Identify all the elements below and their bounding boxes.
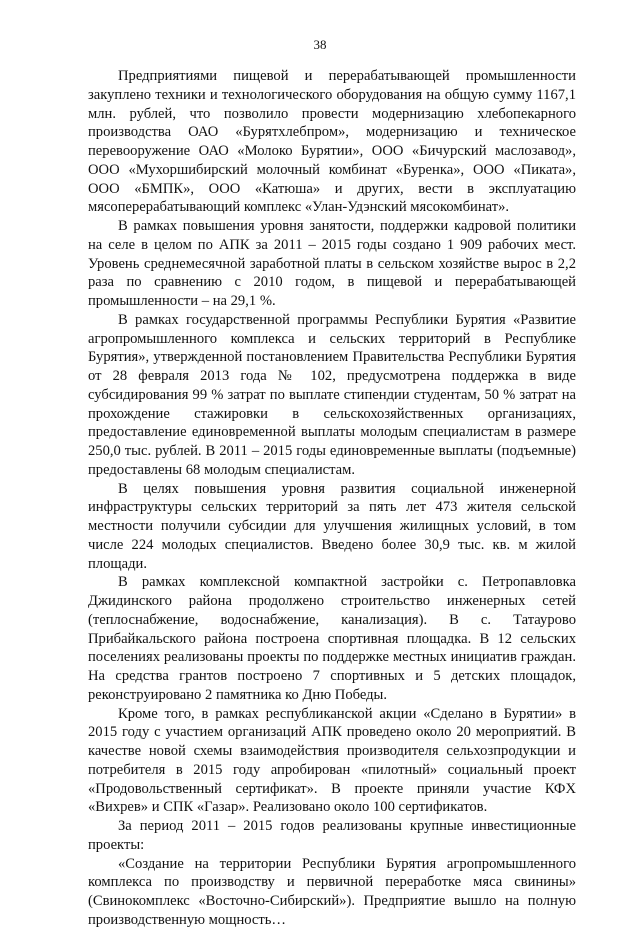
paragraph-employment: В рамках повышения уровня занятости, поддержки кадровой политики на селе в целом по АПК за 2011 – 2015 годы создано 1 909 рабочих мест. Уровень среднемесячной заработной платы в сельском хозяйстве вырос в 2,2 раза по сравнению с 2010 годом, в пищевой и перерабатывающей промышленности – на 29,1 %. — [88, 218, 576, 309]
paragraph-state-program: В рамках государственной программы Республики Бурятия «Развитие агропромышленного комплекса и сельских территорий в Республике Бурятия», утвержденной постановлением Правительства Республики Бурятия от 28 февраля 2013 года № 102, предусмотрена поддержка в виде субсидирования 99 % затрат по выплате стипендии студентам, 50 % затрат на прохождение стажировки в сельскохозяйственных организациях, предоставление единовременной выплаты молодым специалистам в размере 250,0 тыс. рублей. В 2011 – 2015 годы единовременные выплаты (подъемные) предоставлены 68 молодым специалистам. — [88, 311, 576, 478]
paragraph-investment-intro: За период 2011 – 2015 годов реализованы крупные инвестиционные проекты: — [88, 818, 576, 853]
paragraph-food-industry: Предприятиями пищевой и перерабатывающей промышленности закуплено техники и технологического оборудования на общую сумму 1167,1 млн. рублей, что позволило провести модернизацию хлебопекарного производства ОАО «Бурятхлебпром», модернизацию и техническое перевооружение ОАО «Молоко Бурятии», ООО «Бичурский маслозавод», ООО «Мухоршибирский молочный комбинат «Буренка», ООО «Пиката», ООО «БМПК», ООО «Катюша» и других, вести в эксплуатацию мясоперерабатывающий комплекс «Улан-Удэнский мясокомбинат». — [88, 68, 576, 216]
paragraph-made-in-buryatia: Кроме того, в рамках республиканской акции «Сделано в Бурятии» в 2015 году с участием организаций АПК проведено около 20 мероприятий. В качестве новой схемы взаимодействия производителя сельхозпродукции и потребителя в 2015 году апробирован «пилотный» социальный проект «Продовольственный сертификат». В проекте приняли участие КФХ «Вихрев» и СПК «Газар». Реализовано около 100 сертификатов. — [88, 705, 576, 816]
page-number: 38 — [313, 37, 327, 52]
paragraph-infrastructure: В целях повышения уровня развития социальной инженерной инфраструктуры сельских территорий за пять лет 473 жителя сельской местности получили субсидии для улучшения жилищных условий, в том числе 224 молодых специалистов. Введено более 30,9 тыс. кв. м жилой площади. — [88, 480, 576, 572]
paragraph-pig-complex: «Создание на территории Республики Бурятия агропромышленного комплекса по производству и первичной переработке мяса свинины» (Свинокомплекс «Восточно-Сибирский»). Предприятие вышло на полную производственную мощность… — [88, 855, 576, 928]
paragraph-construction: В рамках комплексной компактной застройки с. Петропавловка Джидинского района продолжено строительство инженерных сетей (теплоснабжение, водоснабжение, канализация). В с. Татаурово Прибайкальского района построена спортивная площадка. В 12 сельских поселениях реализованы проекты по поддержке местных инициатив граждан. На средства грантов построено 7 спортивных и 5 детских площадок, реконструировано 2 памятника ко Дню Победы. — [88, 574, 576, 703]
body-text — [88, 67, 576, 930]
